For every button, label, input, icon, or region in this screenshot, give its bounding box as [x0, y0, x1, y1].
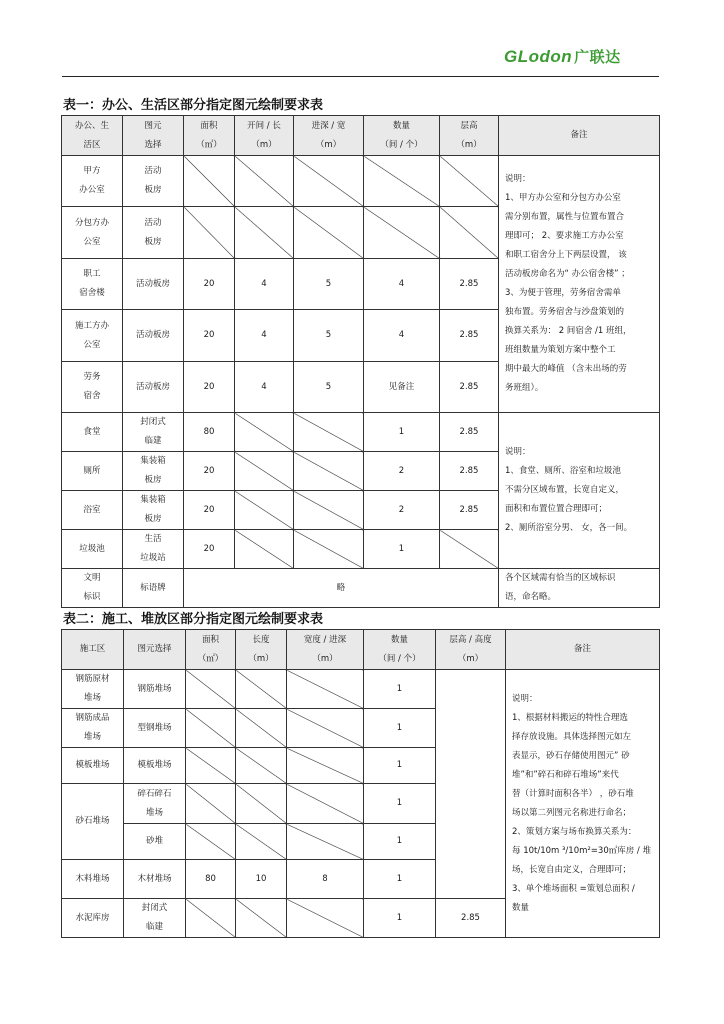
cell-height: 2.85	[440, 310, 499, 362]
t2-col-size: 面积 （㎡）	[186, 630, 236, 670]
cell-na	[236, 709, 287, 748]
cell-size: 80	[186, 860, 236, 899]
cell-na	[184, 207, 235, 259]
cell-element: 活动板房	[123, 259, 184, 310]
header-rule	[62, 76, 659, 77]
cell-size: 20	[184, 491, 235, 530]
cell-qty: 1	[364, 413, 440, 452]
cell-na	[236, 670, 287, 709]
cell-na	[294, 156, 364, 207]
cell-na	[236, 824, 287, 860]
cell-na	[235, 156, 294, 207]
cell-na	[235, 413, 294, 452]
cell-merged: 略	[184, 569, 499, 608]
cell-na	[440, 156, 499, 207]
t1-col-height: 层高 （m）	[440, 116, 499, 156]
cell-na	[236, 899, 287, 938]
cell-na	[287, 899, 364, 938]
cell-element: 封闭式 临建	[123, 413, 184, 452]
cell-na	[364, 207, 440, 259]
cell-height: 2.85	[440, 491, 499, 530]
cell-area: 水泥库房	[62, 899, 124, 938]
cell-qty: 1	[364, 899, 436, 938]
cell-na	[236, 748, 287, 784]
cell-size: 20	[184, 362, 235, 413]
cell-size: 20	[184, 530, 235, 569]
cell-na	[235, 491, 294, 530]
cell-area: 钢筋原材 堆场	[62, 670, 124, 709]
cell-qty: 1	[364, 530, 440, 569]
cell-na	[235, 207, 294, 259]
t2-remark: 说明： 1、根据材料搬运的特性合理选 择存放设施。具体选择图元如左 表显示，砂石存储使用图元” 砂 堆”和”碎石和碎石堆场”来代 替（计算时面积各半） ，砂石堆 场以第二列图元名称进行命名； 2、策划方案与场布换算关系为： 每 10t/10m ³/10m²=30㎡库房 / 堆 场，长宽自由定义，合理即可； 3、单个堆场面积 =策划总面积 / 数量	[506, 670, 660, 938]
t1-col-remark: 备注	[499, 116, 660, 156]
cell-na	[186, 784, 236, 824]
cell-depth: 5	[294, 259, 364, 310]
cell-element: 模板堆场	[124, 748, 186, 784]
cell-element: 标语牌	[123, 569, 184, 608]
cell-qty: 1	[364, 709, 436, 748]
cell-height: 2.85	[440, 259, 499, 310]
t1-remark-c: 各个区域需有恰当的区域标识 语，命名略。	[499, 569, 660, 608]
cell-na	[294, 413, 364, 452]
cell-qty: 2	[364, 452, 440, 491]
cell-depth: 8	[287, 860, 364, 899]
table-row	[62, 413, 660, 452]
cell-qty: 4	[364, 310, 440, 362]
cell-element: 木材堆场	[124, 860, 186, 899]
cell-area: 模板堆场	[62, 748, 124, 784]
t2-col-element: 图元选择	[124, 630, 186, 670]
table1	[61, 115, 660, 608]
table1-title: 表一：办公、生活区部分指定图元绘制要求表	[63, 98, 324, 113]
cell-size: 20	[184, 259, 235, 310]
t1-col-depth: 进深 / 宽 （m）	[294, 116, 364, 156]
t1-col-qty: 数量 （间 / 个）	[364, 116, 440, 156]
cell-na	[440, 530, 499, 569]
cell-area: 施工方办 公室	[62, 310, 123, 362]
cell-na	[186, 670, 236, 709]
cell-qty: 2	[364, 491, 440, 530]
cell-na	[294, 530, 364, 569]
cell-qty: 4	[364, 259, 440, 310]
cell-na	[294, 207, 364, 259]
t2-col-len: 长度 （m）	[236, 630, 287, 670]
cell-na	[364, 156, 440, 207]
t2-col-depth: 宽度 / 进深 （m）	[287, 630, 364, 670]
table1-header-row	[62, 116, 660, 156]
cell-area: 劳务 宿舍	[62, 362, 123, 413]
cell-element: 型钢堆场	[124, 709, 186, 748]
cell-len: 10	[236, 860, 287, 899]
glodon-logo: GLodon 广联达	[504, 47, 621, 66]
cell-area: 文明 标识	[62, 569, 123, 608]
cell-area: 职工 宿舍楼	[62, 259, 123, 310]
cell-element: 封闭式 临建	[124, 899, 186, 938]
table-row	[62, 569, 660, 608]
cell-area: 分包方办 公室	[62, 207, 123, 259]
cell-na	[287, 824, 364, 860]
cell-element: 生活 垃圾站	[123, 530, 184, 569]
cell-area: 厕所	[62, 452, 123, 491]
cell-na	[294, 452, 364, 491]
cell-size: 20	[184, 452, 235, 491]
t1-col-bay: 开间 / 长 （m）	[235, 116, 294, 156]
t1-remark-a: 说明： 1、甲方办公室和分包方办公室 需分别布置，属性与位置布置合 理即可； 2、要求施工方办公室 和职工宿舍分上下两层设置， 该 活动板房命名为“ 办公宿舍楼” ； 3、为便于管理，劳务宿舍需单 独布置。劳务宿舍与沙盘策划的 换算关系为： 2 间宿舍 /1 班组， 班组数量为策划方案中整个工 期中最大的峰值 （含未出场的劳 务班组）。	[499, 156, 660, 413]
t2-col-area: 施工区	[62, 630, 124, 670]
table2-title: 表二：施工、堆放区部分指定图元绘制要求表	[63, 612, 324, 627]
cell-na	[287, 709, 364, 748]
cell-na	[186, 824, 236, 860]
cell-element: 钢筋堆场	[124, 670, 186, 709]
cell-qty: 1	[364, 748, 436, 784]
cell-depth: 5	[294, 362, 364, 413]
table2-header-row	[62, 630, 660, 670]
cell-element: 集装箱 板房	[123, 452, 184, 491]
table2	[61, 629, 660, 938]
cell-na	[186, 899, 236, 938]
cell-na	[294, 491, 364, 530]
cell-na	[186, 709, 236, 748]
cell-qty: 1	[364, 860, 436, 899]
cell-na	[235, 452, 294, 491]
cell-bay: 4	[235, 259, 294, 310]
t2-col-remark: 备注	[506, 630, 660, 670]
t1-col-area: 办公、生 活区	[62, 116, 123, 156]
cell-area: 浴室	[62, 491, 123, 530]
cell-na	[186, 748, 236, 784]
cell-height: 2.85	[440, 413, 499, 452]
cell-bay: 4	[235, 362, 294, 413]
cell-na	[287, 784, 364, 824]
cell-qty: 见备注	[364, 362, 440, 413]
cell-element: 集装箱 板房	[123, 491, 184, 530]
t2-col-height: 层高 / 高度 （m）	[436, 630, 506, 670]
cell-size: 80	[184, 413, 235, 452]
cell-element: 活动板房	[123, 310, 184, 362]
cell-area: 垃圾池	[62, 530, 123, 569]
cell-na	[440, 207, 499, 259]
cell-na	[184, 156, 235, 207]
t2-col-qty: 数量 （间 / 个）	[364, 630, 436, 670]
cell-qty: 1	[364, 670, 436, 709]
cell-element: 碎石碎石 堆场	[124, 784, 186, 824]
t1-col-size: 面积 （㎡）	[184, 116, 235, 156]
table-row	[62, 156, 660, 207]
cell-height: 2.85	[436, 899, 506, 938]
cell-qty: 1	[364, 824, 436, 860]
cell-bay: 4	[235, 310, 294, 362]
cell-area: 钢筋成品 堆场	[62, 709, 124, 748]
cell-element: 活动 板房	[123, 207, 184, 259]
cell-area: 砂石堆场	[62, 784, 124, 860]
cell-height: 2.85	[440, 452, 499, 491]
cell-area: 食堂	[62, 413, 123, 452]
t1-remark-b: 说明： 1、食堂、厕所、浴室和垃圾池 不需分区域布置，长宽自定义， 面积和布置位置合理即可； 2、厕所浴室分男、 女，各一间。	[499, 413, 660, 569]
cell-na	[235, 530, 294, 569]
cell-na	[287, 670, 364, 709]
cell-height-blank	[436, 670, 506, 899]
cell-size: 20	[184, 310, 235, 362]
cell-element: 活动 板房	[123, 156, 184, 207]
cell-na	[236, 784, 287, 824]
table-row	[62, 670, 660, 709]
cell-na	[287, 748, 364, 784]
cell-area: 甲方 办公室	[62, 156, 123, 207]
cell-height: 2.85	[440, 362, 499, 413]
cell-element: 活动板房	[123, 362, 184, 413]
cell-element: 砂堆	[124, 824, 186, 860]
cell-area: 木料堆场	[62, 860, 124, 899]
cell-qty: 1	[364, 784, 436, 824]
t1-col-element: 图元 选择	[123, 116, 184, 156]
cell-depth: 5	[294, 310, 364, 362]
